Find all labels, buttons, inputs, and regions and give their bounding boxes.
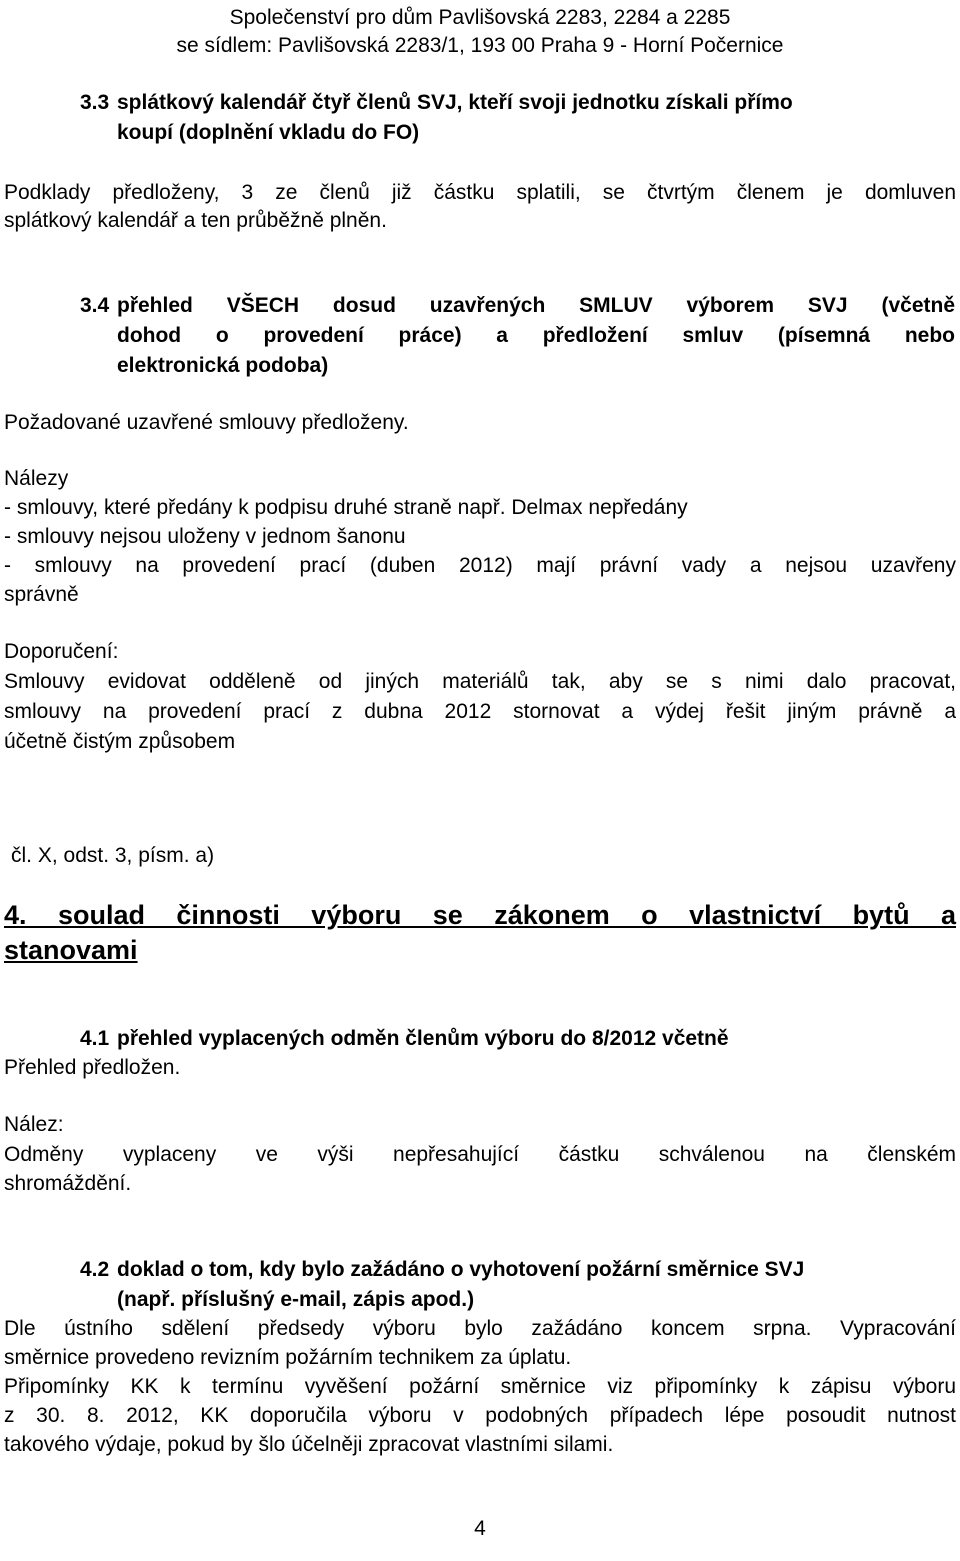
section-title-3-4-line-3: elektronická podoba) (117, 354, 329, 377)
section-title-3-3-line-2: koupí (doplnění vkladu do FO) (117, 121, 420, 144)
recommendation-line-1: Smlouvy evidovat odděleně od jiných materiálů tak, aby se s nimi dalo pracovat, (4, 670, 956, 693)
section-title-3-4-line-1: přehled VŠECH dosud uzavřených SMLUV výborem SVJ (včetně (117, 294, 955, 317)
recommendation-label: Doporučení: (4, 640, 119, 663)
finding-1: - smlouvy, které předány k podpisu druhé straně např. Delmax nepředány (4, 496, 688, 519)
header-line-1: Společenství pro dům Pavlišovská 2283, 2284 a 2285 (229, 6, 731, 29)
section-4-2-body-line-3: Připomínky KK k termínu vyvěšení požární směrnice viz připomínky k zápisu výboru (4, 1375, 956, 1398)
section-4-2-body-line-2: směrnice provedeno revizním požárním technikem za úplatu. (4, 1346, 572, 1369)
section-3-3-body-line-2: splátkový kalendář a ten průběžně plněn. (4, 209, 387, 232)
recommendation-line-2: smlouvy na provedení prací z dubna 2012 stornovat a výdej řešit jiným právně a (4, 700, 956, 723)
finding-2: - smlouvy nejsou uloženy v jednom šanonu (4, 525, 406, 548)
section-4-2-body-line-1: Dle ústního sdělení předsedy výboru bylo zažádáno koncem srpna. Vypracování (4, 1317, 956, 1340)
contracts-submitted-note: Požadované uzavřené smlouvy předloženy. (4, 411, 409, 434)
section-title-4-2-line-1: doklad o tom, kdy bylo zažádáno o vyhotovení požární směrnice SVJ (117, 1258, 805, 1281)
section-title-4-1: přehled vyplacených odměn členům výboru do 8/2012 včetně (117, 1027, 729, 1050)
finding-label: Nález: (4, 1113, 64, 1136)
section-number-4-1: 4.1 (80, 1027, 110, 1050)
chapter-4-title-line-2: stanovami (4, 935, 138, 965)
overview-submitted-note: Přehled předložen. (4, 1056, 181, 1079)
section-4-2-body-line-5: takového výdaje, pokud by šlo účelněji zpracovat vlastními silami. (4, 1433, 614, 1456)
finding-3-line-2: správně (4, 583, 79, 606)
findings-label: Nálezy (4, 467, 69, 490)
section-title-3-4-line-2: dohod o provedení práce) a předložení smluv (písemná nebo (117, 324, 955, 347)
recommendation-line-3: účetně čistým způsobem (4, 730, 236, 753)
section-4-2-body-line-4: z 30. 8. 2012, KK doporučila výboru v podobných případech lépe posoudit nutnost (4, 1404, 956, 1427)
article-reference: čl. X, odst. 3, písm. a) (11, 844, 215, 867)
section-title-3-3-line-1: splátkový kalendář čtyř členů SVJ, kteří svoji jednotku získali přímo (117, 91, 793, 114)
section-number-4-2: 4.2 (80, 1258, 110, 1281)
finding-3-line-1: - smlouvy na provedení prací (duben 2012) mají právní vady a nejsou uzavřeny (4, 554, 956, 577)
finding-line-1: Odměny vyplaceny ve výši nepřesahující částku schválenou na členském (4, 1143, 956, 1166)
section-3-3-body-line-1: Podklady předloženy, 3 ze členů již částku splatili, se čtvrtým členem je domluven (4, 181, 956, 204)
finding-line-2: shromáždění. (4, 1172, 132, 1195)
header-line-2: se sídlem: Pavlišovská 2283/1, 193 00 Praha 9 - Horní Počernice (176, 34, 784, 57)
chapter-4-title-line-1: 4. soulad činnosti výboru se zákonem o vlastnictví bytů a (4, 900, 956, 930)
page-number: 4 (474, 1517, 486, 1540)
section-title-4-2-line-2: (např. příslušný e-mail, zápis apod.) (117, 1288, 475, 1311)
section-number-3-3: 3.3 (80, 91, 110, 114)
section-number-3-4: 3.4 (80, 294, 110, 317)
